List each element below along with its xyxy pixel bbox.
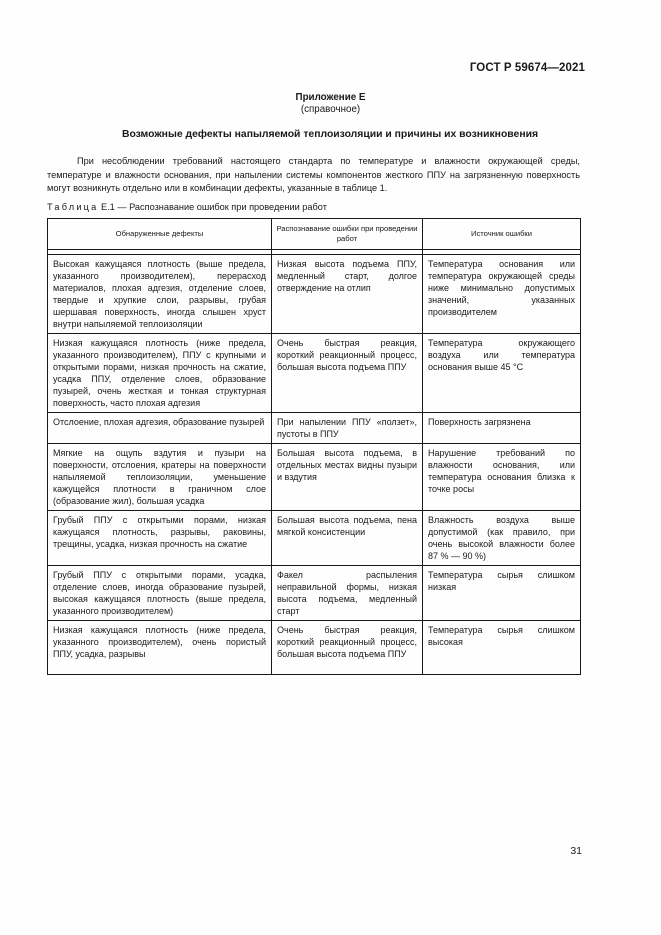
recognition-cell: Очень быстрая реакция, короткий реакционный процесс, большая высота подъема ППУ bbox=[272, 621, 423, 675]
table-row bbox=[48, 334, 581, 413]
source-cell: Температура сырья слишком высокая bbox=[423, 621, 581, 675]
source-cell: Температура сырья слишком низкая bbox=[423, 566, 581, 621]
header-recognition: Распознавание ошибки при проведении работ bbox=[272, 219, 423, 250]
table-caption-label: Таблица bbox=[47, 202, 99, 212]
defects-table bbox=[47, 218, 581, 675]
source-cell: Температура основания или температура окружающей среды ниже минимально допустимых значений, указанных производителем bbox=[423, 255, 581, 334]
table-row bbox=[48, 621, 581, 675]
recognition-cell: Большая высота подъема, в отдельных местах видны пузыри и вздутия bbox=[272, 444, 423, 511]
defect-cell: Отслоение, плохая адгезия, образование пузырей bbox=[48, 413, 272, 444]
source-cell: Температура окружающего воздуха или температура основания выше 45 °C bbox=[423, 334, 581, 413]
recognition-cell: Низкая высота подъема ППУ, медленный старт, долгое отверждение на отлип bbox=[272, 255, 423, 334]
defect-cell: Низкая кажущаяся плотность (ниже предела, указанного производителем), очень пористый ППУ, усадка, разрывы bbox=[48, 621, 272, 675]
defect-cell: Мягкие на ощупь вздутия и пузыри на поверхности, отслоения, кратеры на поверхности напыляемой теплоизоляции, уменьшение кажущейся плотности в граничном слое (образование жил), большая усадка bbox=[48, 444, 272, 511]
header-defects: Обнаруженные дефекты bbox=[48, 219, 272, 250]
source-cell: Поверхность загрязнена bbox=[423, 413, 581, 444]
table-header-row bbox=[48, 219, 581, 250]
recognition-cell: Факел распыления неправильной формы, низкая высота подъема, медленный старт bbox=[272, 566, 423, 621]
recognition-cell: Очень быстрая реакция, короткий реакционный процесс, большая высота подъема ППУ bbox=[272, 334, 423, 413]
appendix-subtitle: (справочное) bbox=[300, 104, 361, 115]
table-row bbox=[48, 413, 581, 444]
source-cell: Влажность воздуха выше допустимой (как правило, при очень высокой влажности более 87 % — 90 %) bbox=[423, 511, 581, 566]
table-row bbox=[48, 444, 581, 511]
table-caption-text: Е.1 — Распознавание ошибок при проведении работ bbox=[101, 202, 327, 212]
standard-number: ГОСТ Р 59674—2021 bbox=[469, 62, 585, 74]
table-caption bbox=[47, 202, 327, 212]
defect-cell: Грубый ППУ с открытыми порами, усадка, отделение слоев, иногда образование пузырей, высокая кажущаяся плотность (выше предела, указанного производителем) bbox=[48, 566, 272, 621]
header-source: Источник ошибки bbox=[423, 219, 581, 250]
table-row bbox=[48, 566, 581, 621]
recognition-cell: Большая высота подъема, пена мягкой консистенции bbox=[272, 511, 423, 566]
defect-cell: Низкая кажущаяся плотность (ниже предела, указанного производителем), ППУ с крупными и открытыми порами, низкая прочность на сжатие, усадка ППУ, отделение слоев, образование пузырей, очень жесткая и тонкая структурная поверхность, часто плохая адгезия bbox=[48, 334, 272, 413]
table-row bbox=[48, 255, 581, 334]
recognition-cell: При напылении ППУ «ползет», пустоты в ППУ bbox=[272, 413, 423, 444]
page-number: 31 bbox=[570, 845, 582, 857]
source-cell: Нарушение требований по влажности основания, или температура основания близка к точке росы bbox=[423, 444, 581, 511]
appendix-title: Приложение Е bbox=[295, 92, 366, 103]
defect-cell: Высокая кажущаяся плотность (выше предела, указанного производителем), перерасход материалов, плохая адгезия, отделение слоев, твердые и хрупкие слои, разрывы, грубая шершавая поверхность, иногда слышен хруст внутри напыляемой теплоизоляции bbox=[48, 255, 272, 334]
section-title: Возможные дефекты напыляемой теплоизоляции и причины их возникновения bbox=[121, 129, 539, 140]
defect-cell: Грубый ППУ с открытыми порами, низкая кажущаяся плотность, разрывы, раковины, трещины, усадка, низкая прочность на сжатие bbox=[48, 511, 272, 566]
intro-paragraph: При несоблюдении требований настоящего стандарта по температуре и влажности окружающей среды, температуре и влажности основания, при напылении системы компонентов жесткого ППУ на загрязненную поверхность могут возникнуть отдельно или в комбинации дефекты, указанные в таблице 1. bbox=[47, 156, 580, 194]
table-row bbox=[48, 511, 581, 566]
